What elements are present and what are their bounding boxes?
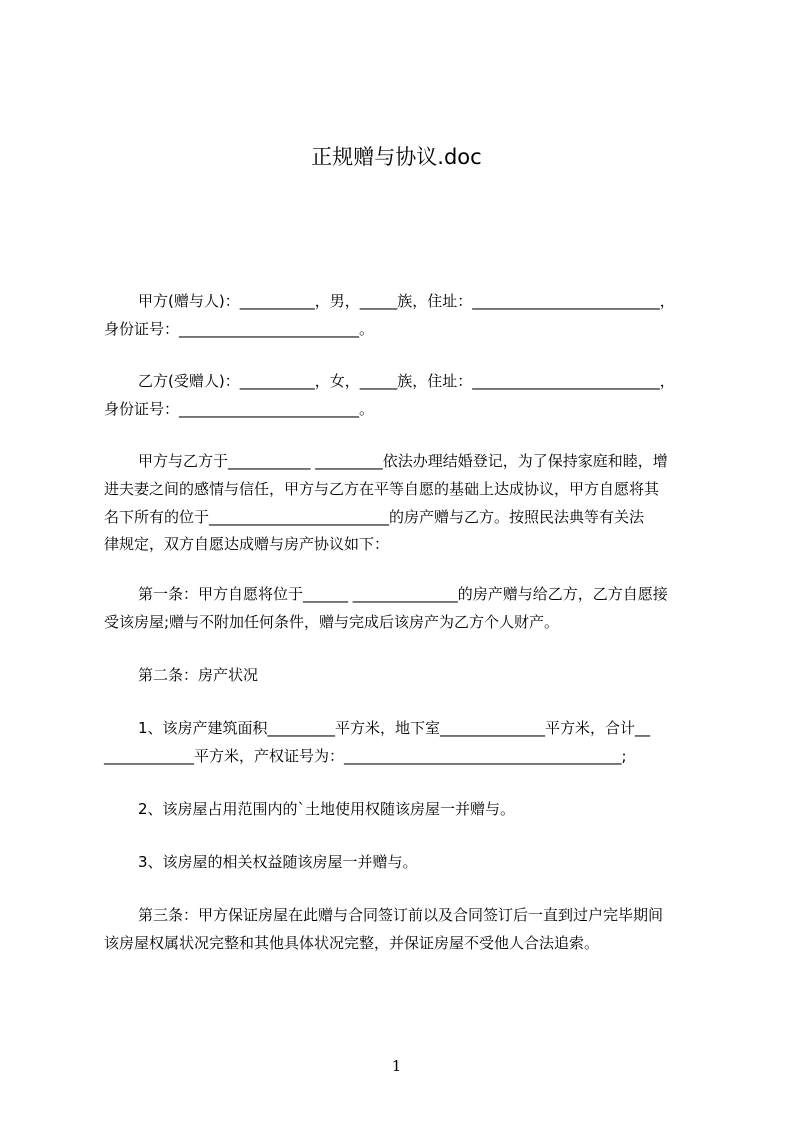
party-a-id-line: 身份证号：________________________。 bbox=[104, 320, 375, 338]
preamble-line-1: 甲方与乙方于___________ _________依法办理结婚登记，为了保持家庭和睦，增 bbox=[138, 452, 668, 470]
party-b-info-line: 乙方(受赠人)：__________，女，_____族，住址：_________________________， bbox=[138, 372, 675, 390]
preamble-line-4: 律规定，双方自愿达成赠与房产协议如下： bbox=[104, 535, 390, 553]
article-2-item-1-line-1: 1、该房产建筑面积_________平方米，地下室______________平方米，合计__ bbox=[138, 719, 651, 737]
party-b-id-line: 身份证号：________________________。 bbox=[104, 400, 375, 418]
preamble-line-2: 进夫妻之间的感情与信任，甲方与乙方在平等自愿的基础上达成协议，甲方自愿将其 bbox=[104, 480, 660, 498]
article-2-heading: 第二条：房产状况 bbox=[138, 666, 259, 684]
page-number: 1 bbox=[391, 1057, 402, 1075]
article-1-line-1: 第一条：甲方自愿将位于______ ______________的房产赠与给乙方，乙方自愿接 bbox=[138, 585, 668, 603]
article-2-item-3: 3、该房屋的相关权益随该房屋一并赠与。 bbox=[138, 853, 418, 871]
preamble-line-3: 名下所有的位于________________________的房产赠与乙方。按照民法典等有关法 bbox=[104, 508, 645, 526]
document-title: 正规赠与协议.doc bbox=[311, 145, 482, 169]
article-2-item-2: 2、该房屋占用范围内的`土地使用权随该房屋一并赠与。 bbox=[138, 800, 516, 818]
article-2-item-1-line-2: ____________平方米，产权证号为：_____________________________________; bbox=[104, 747, 627, 765]
party-a-info-line: 甲方(赠与人)：__________，男，_____族，住址：_________________________， bbox=[138, 292, 675, 310]
article-3-line-2: 该房屋权属状况完整和其他具体状况完整，并保证房屋不受他人合法追索。 bbox=[104, 934, 600, 952]
article-3-line-1: 第三条：甲方保证房屋在此赠与合同签订前以及合同签订后一直到过户完毕期间 bbox=[138, 906, 664, 924]
article-1-line-2: 受该房屋;赠与不附加任何条件，赠与完成后该房产为乙方个人财产。 bbox=[104, 613, 560, 631]
